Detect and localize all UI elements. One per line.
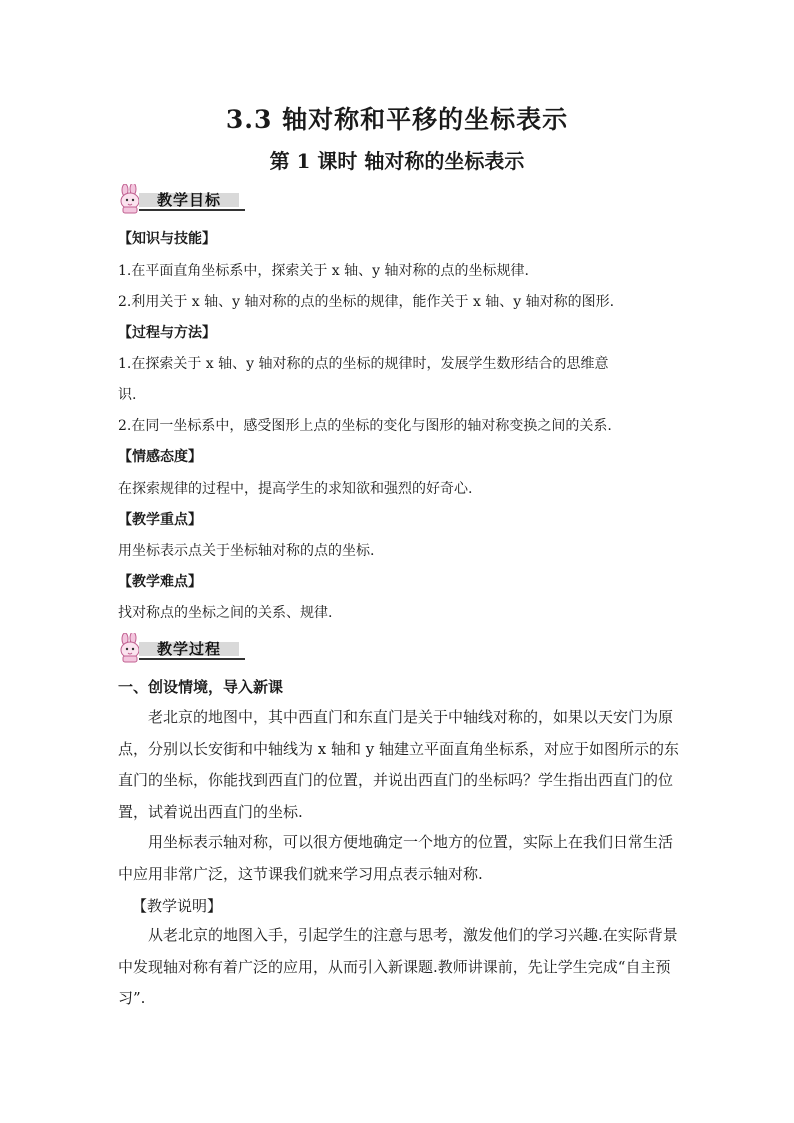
process-banner bbox=[117, 633, 245, 663]
section-1-heading: 一、创设情境，导入新课 bbox=[118, 678, 284, 696]
objectives-banner bbox=[117, 184, 245, 214]
page-subtitle: 第 1 课时 轴对称的坐标表示 bbox=[269, 149, 525, 173]
process-item-1a: 1.在探索关于 x 轴、y 轴对称的点的坐标的规律时，发展学生数形结合的思维意 bbox=[118, 356, 609, 372]
intro-paragraph-2: 用坐标表示轴对称，可以很方便地确定一个地方的位置，实际上在我们日常生活中应用非常广泛，这节课我们就来学习用点表示轴对称. bbox=[118, 833, 674, 883]
teaching-note-paragraph: 从老北京的地图入手，引起学生的注意与思考，激发他们的学习兴趣.在实际背景中发现轴对称有着广泛的应用，从而引入新课题.教师讲课前，先让学生完成“自主预习”. bbox=[118, 926, 678, 1007]
banner-label: 教学过程 bbox=[157, 640, 222, 658]
process-item-2: 2.在同一坐标系中，感受图形上点的坐标的变化与图形的轴对称变换之间的关系. bbox=[118, 418, 612, 434]
difficult-point-label: 【教学难点】 bbox=[118, 574, 202, 590]
banner-label: 教学目标 bbox=[157, 191, 222, 209]
knowledge-label: 【知识与技能】 bbox=[118, 231, 216, 247]
page-title: 3.3 轴对称和平移的坐标表示 bbox=[225, 105, 569, 134]
knowledge-item-2: 2.利用关于 x 轴、y 轴对称的点的坐标的规律，能作关于 x 轴、y 轴对称的图形. bbox=[118, 294, 615, 310]
process-label: 【过程与方法】 bbox=[118, 325, 216, 341]
emotion-label: 【情感态度】 bbox=[118, 449, 202, 465]
intro-paragraph-1: 老北京的地图中，其中西直门和东直门是关于中轴线对称的，如果以天安门为原点，分别以长安街和中轴线为 x 轴和 y 轴建立平面直角坐标系，对应于如图所示的东直门的坐标，你能找到西直门的位置，并说出西直门的坐标吗？学生指出西直门的位置，试着说出西直门的坐标. bbox=[118, 708, 680, 821]
teaching-note-label: 【教学说明】 bbox=[132, 897, 223, 915]
difficult-point-item-1: 找对称点的坐标之间的关系、规律. bbox=[118, 605, 333, 621]
knowledge-item-1: 1.在平面直角坐标系中，探索关于 x 轴、y 轴对称的点的坐标规律. bbox=[118, 263, 529, 279]
key-point-item-1: 用坐标表示点关于坐标轴对称的点的坐标. bbox=[118, 543, 375, 559]
emotion-item-1: 在探索规律的过程中，提高学生的求知欲和强烈的好奇心. bbox=[118, 481, 473, 497]
process-item-1b: 识. bbox=[118, 387, 137, 403]
key-point-label: 【教学重点】 bbox=[118, 512, 202, 528]
